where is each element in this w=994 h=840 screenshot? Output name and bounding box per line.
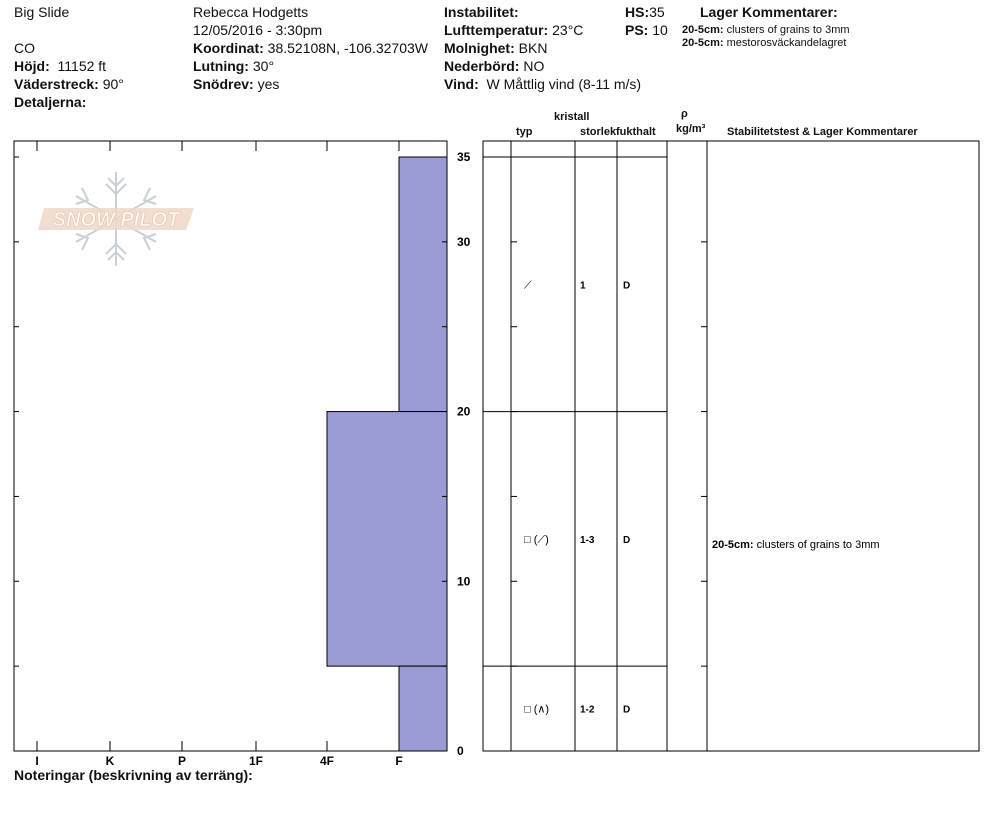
moisture-value: D (623, 534, 631, 546)
height-label: 0 (457, 744, 464, 758)
hardness-bar (399, 666, 447, 751)
ps-value: 10 (652, 22, 668, 38)
terrain-notes-label: Noteringar (beskrivning av terräng): (14, 767, 253, 783)
stability-comment (712, 539, 880, 551)
crystal-type-symbol: ⟋ (524, 279, 532, 292)
air-temp-label: Lufttemperatur: (444, 22, 549, 38)
logo-text: SNOW PILOT (52, 209, 180, 231)
stability-comment-range: 20-5cm: (712, 538, 757, 551)
layer-comments-title: Lager Kommentarer: (700, 4, 838, 20)
location-name: Big Slide (14, 4, 70, 20)
aspect-value: 90° (102, 76, 124, 92)
air-temp-value: 23°C (552, 22, 584, 38)
elevation-value: 11152 ft (57, 58, 107, 74)
hardness-label: K (105, 754, 115, 768)
layer-table-frame (483, 141, 979, 751)
drift-value: yes (257, 76, 280, 92)
hardness-bar (399, 157, 447, 412)
moisture-value: D (623, 280, 631, 292)
instability-label: Instabilitet: (444, 4, 519, 20)
layer-comment-range: 20-5cm: (682, 24, 724, 36)
crystal-header: kristall (554, 111, 590, 123)
wind-label: Vind: (444, 76, 479, 92)
state: CO (14, 40, 35, 56)
size-header: storlek (580, 126, 617, 138)
coordinates-label: Koordinat: (193, 40, 264, 56)
hardness-bar (327, 412, 447, 667)
height-label: 30 (457, 234, 471, 249)
elevation-label: Höjd: (14, 58, 50, 74)
slope-label: Lutning: (193, 58, 249, 74)
hardness-label: 1F (248, 754, 264, 768)
observer-name: Rebecca Hodgetts (193, 4, 309, 20)
crystal-type-symbol: □ (⟋) (524, 533, 549, 546)
crystal-size: 1-2 (580, 704, 595, 716)
coordinates-value: 38.52108N, -106.32703W (267, 40, 428, 56)
moisture-header: fukthalt (616, 126, 656, 138)
cloud-value: BKN (518, 40, 548, 56)
observation-datetime: 12/05/2016 - 3:30pm (193, 22, 323, 38)
stability-header: Stabilitetstest & Lager Kommentarer (727, 126, 918, 138)
hardness-label: I (35, 754, 39, 768)
hardness-label: 4F (319, 754, 335, 768)
density-unit-header: kg/m³ (676, 123, 706, 135)
cloud-label: Molnighet: (444, 40, 515, 56)
layer-comment-text: clusters of grains to 3mm (726, 24, 850, 36)
hs-value: 35 (649, 4, 665, 20)
hardness-label: F (395, 754, 403, 768)
ps-label: PS: (625, 22, 649, 38)
height-label: 20 (457, 404, 471, 419)
wind-value: W Måttlig vind (8-11 m/s) (486, 76, 642, 92)
crystal-type-symbol: □ (∧) (524, 703, 550, 716)
crystal-size: 1-3 (580, 534, 595, 546)
crystal-size: 1 (580, 280, 586, 292)
stability-comment-text: clusters of grains to 3mm (756, 538, 880, 551)
precip-label: Nederbörd: (444, 58, 520, 74)
hardness-label: P (177, 754, 187, 768)
type-header: typ (516, 126, 533, 138)
hs-label: HS: (625, 4, 650, 20)
layer-comment-range: 20-5cm: (682, 37, 724, 49)
moisture-value: D (623, 704, 631, 716)
drift-label: Snödrev: (193, 76, 254, 92)
aspect-label: Väderstreck: (14, 76, 99, 92)
height-label: 10 (457, 574, 471, 589)
precip-value: NO (523, 58, 545, 74)
layer-comment-text: mestorosväckandelagret (726, 37, 847, 49)
slope-value: 30° (252, 58, 275, 74)
details-label: Detaljerna: (14, 94, 87, 110)
height-label: 35 (457, 150, 471, 164)
rho-header: ρ (681, 108, 688, 120)
